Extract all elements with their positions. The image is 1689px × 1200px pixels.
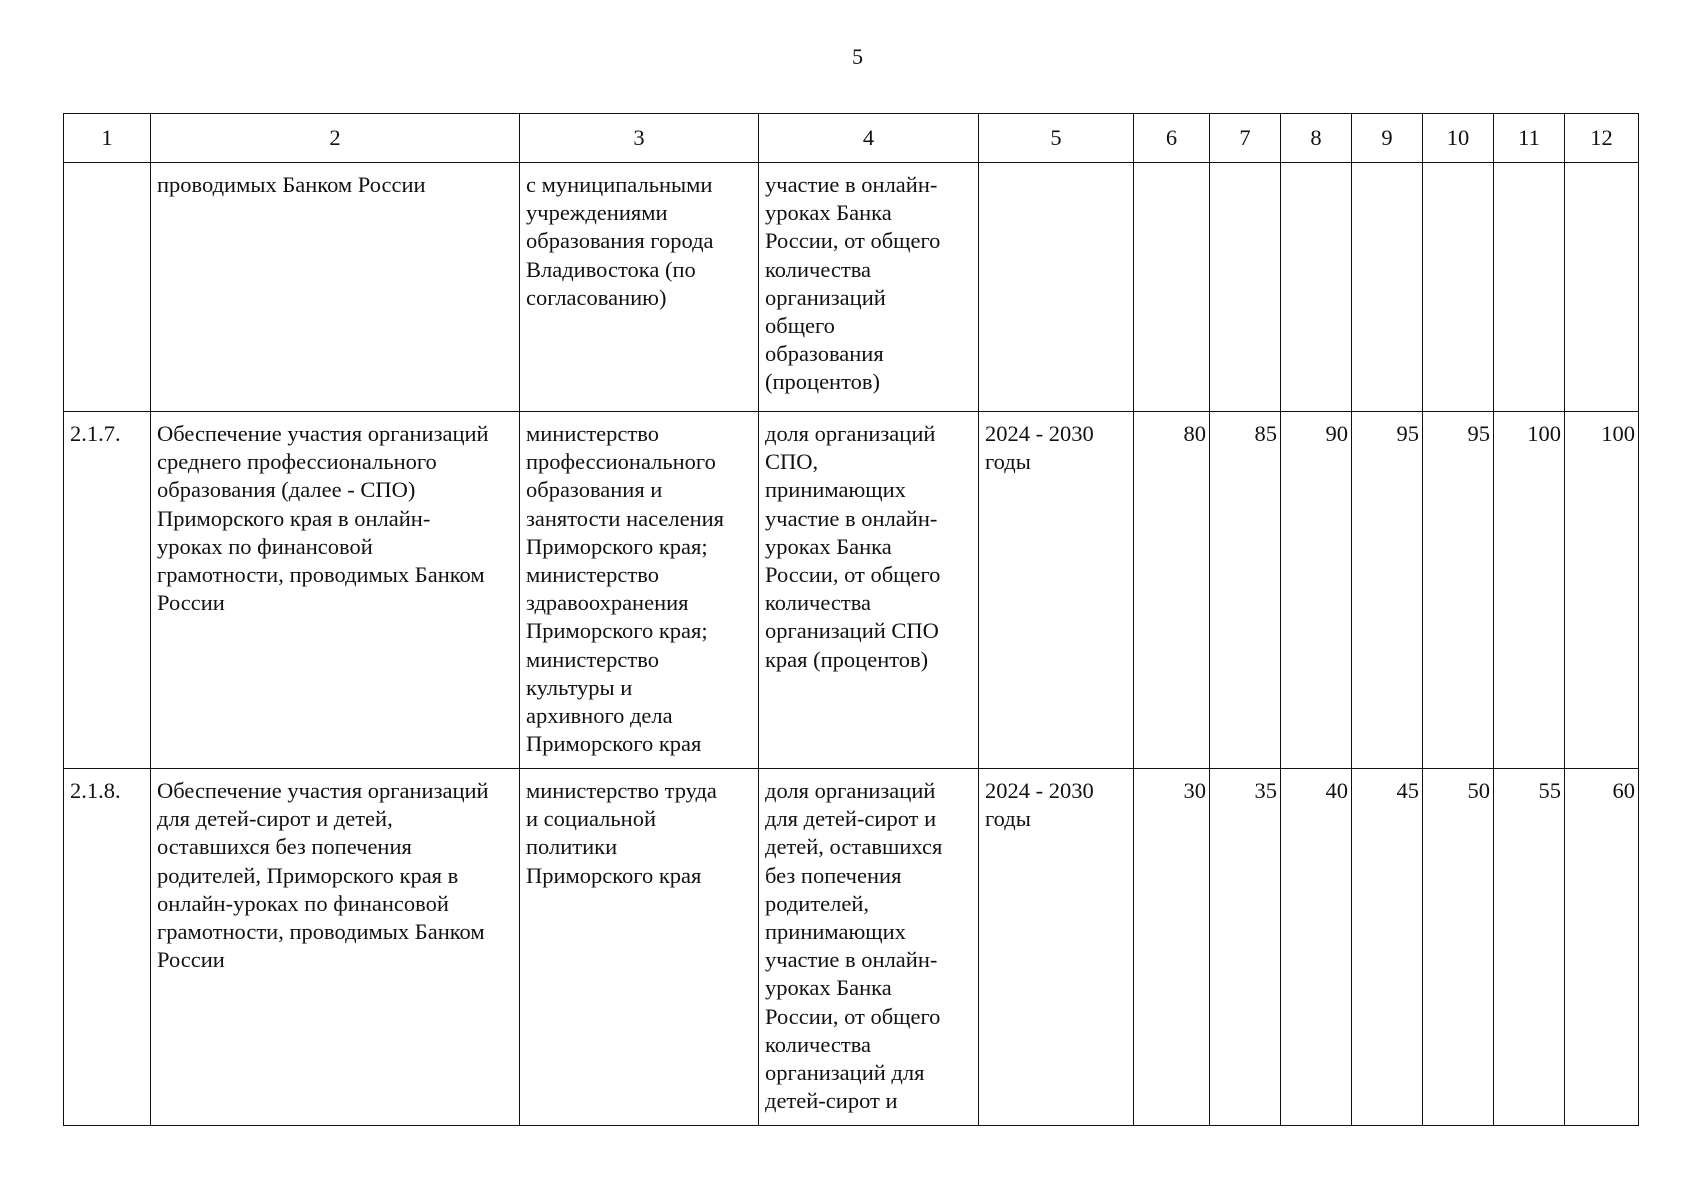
measures-table xyxy=(63,113,1639,1126)
value-cell xyxy=(1134,163,1210,412)
item-number-cell xyxy=(64,163,151,412)
value-cell: 85 xyxy=(1210,412,1281,769)
indicator-cell: доля организаций для детей-сирот и детей, оставшихся без попечения родителей, принимающих участие в онлайн- уроках Банка России, от общего количества организаций для детей-сирот и xyxy=(759,769,979,1126)
value-cell: 50 xyxy=(1423,769,1494,1126)
column-header: 7 xyxy=(1210,114,1281,163)
period-cell: 2024 - 2030 годы xyxy=(979,769,1134,1126)
value-cell: 90 xyxy=(1281,412,1352,769)
value-cell: 100 xyxy=(1565,412,1639,769)
period-cell xyxy=(979,163,1134,412)
value-cell: 95 xyxy=(1423,412,1494,769)
column-header: 10 xyxy=(1423,114,1494,163)
value-cell: 35 xyxy=(1210,769,1281,1126)
value-cell: 95 xyxy=(1352,412,1423,769)
value-cell xyxy=(1281,163,1352,412)
table-row xyxy=(64,412,1639,769)
measure-cell: проводимых Банком России xyxy=(151,163,520,412)
column-number-header-row xyxy=(64,114,1639,163)
executor-cell: с муниципальными учреждениями образования города Владивостока (по согласованию) xyxy=(520,163,759,412)
value-cell: 100 xyxy=(1494,412,1565,769)
measure-cell: Обеспечение участия организаций для детей-сирот и детей, оставшихся без попечения родителей, Приморского края в онлайн-уроках по финансовой грамотности, проводимых Банком России xyxy=(151,769,520,1126)
column-header: 9 xyxy=(1352,114,1423,163)
executor-cell: министерство труда и социальной политики Приморского края xyxy=(520,769,759,1126)
value-cell xyxy=(1210,163,1281,412)
item-number-cell: 2.1.8. xyxy=(64,769,151,1126)
value-cell xyxy=(1423,163,1494,412)
column-header: 4 xyxy=(759,114,979,163)
value-cell xyxy=(1565,163,1639,412)
column-header: 2 xyxy=(151,114,520,163)
value-cell: 45 xyxy=(1352,769,1423,1126)
value-cell xyxy=(1494,163,1565,412)
value-cell: 30 xyxy=(1134,769,1210,1126)
indicator-cell: участие в онлайн- уроках Банка России, от общего количества организаций общего образования (процентов) xyxy=(759,163,979,412)
column-header: 3 xyxy=(520,114,759,163)
value-cell xyxy=(1352,163,1423,412)
column-header: 6 xyxy=(1134,114,1210,163)
period-cell: 2024 - 2030 годы xyxy=(979,412,1134,769)
column-header: 8 xyxy=(1281,114,1352,163)
table-row xyxy=(64,769,1639,1126)
table-row xyxy=(64,163,1639,412)
value-cell: 55 xyxy=(1494,769,1565,1126)
column-header: 5 xyxy=(979,114,1134,163)
page-number: 5 xyxy=(852,44,863,69)
value-cell: 80 xyxy=(1134,412,1210,769)
value-cell: 40 xyxy=(1281,769,1352,1126)
indicator-cell: доля организаций СПО, принимающих участие в онлайн- уроках Банка России, от общего количества организаций СПО края (процентов) xyxy=(759,412,979,769)
value-cell: 60 xyxy=(1565,769,1639,1126)
column-header: 1 xyxy=(64,114,151,163)
column-header: 12 xyxy=(1565,114,1639,163)
executor-cell: министерство профессионального образования и занятости населения Приморского края; министерство здравоохранения Приморского края; министерство культуры и архивного дела Приморского края xyxy=(520,412,759,769)
measure-cell: Обеспечение участия организаций среднего профессионального образования (далее - СПО) Приморского края в онлайн- уроках по финансовой грамотности, проводимых Банком России xyxy=(151,412,520,769)
item-number-cell: 2.1.7. xyxy=(64,412,151,769)
column-header: 11 xyxy=(1494,114,1565,163)
